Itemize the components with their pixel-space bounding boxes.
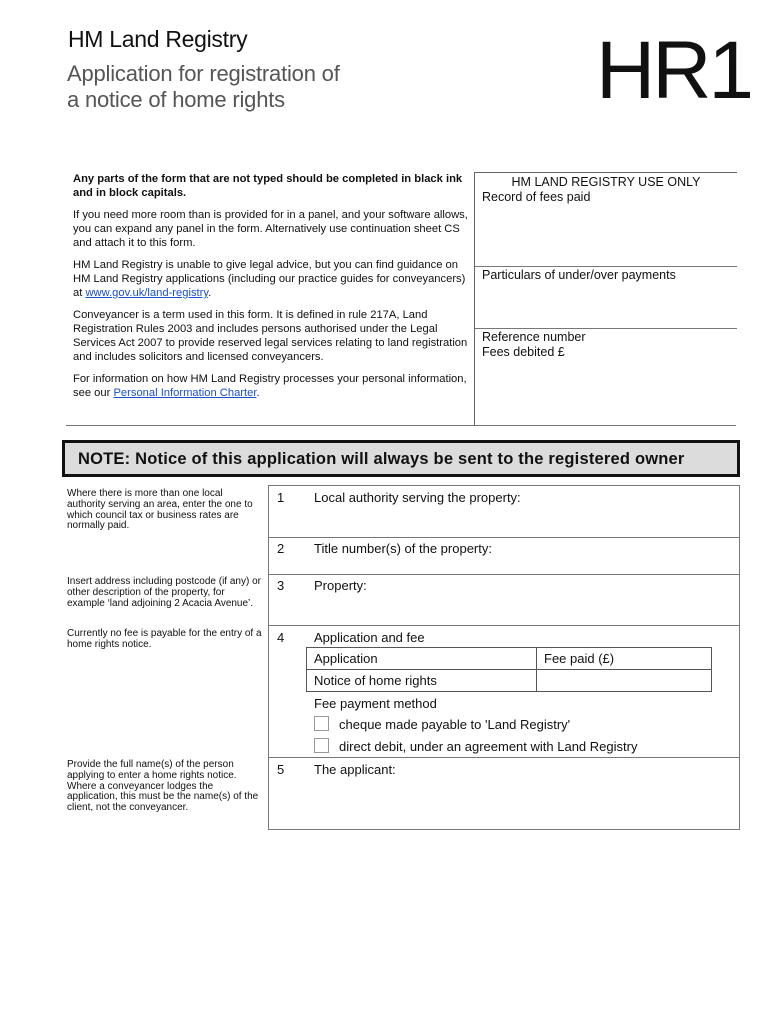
panel-1-title: Local authority serving the property: [314,490,521,505]
note-text: NOTE: Notice of this application will always be sent to the registered owner [78,450,685,468]
advice-text: HM Land Registry is unable to give legal advice, but you can find guidance on HM Land Registry applications (including our practice guides for conveyancers) at [73,259,466,299]
direct-debit-checkbox[interactable] [314,738,329,753]
direct-debit-option-label: direct debit, under an agreement with Land Registry [339,739,638,754]
form-title-line-1: Application for registration of [67,61,340,86]
instruction-conveyancer: Conveyancer is a term used in this form. It is defined in rule 217A, Land Registration Rules 2003 and includes persons authorised under the Legal Services Act 2007 to provide reserved legal services relating to land registration and includes solicitors and licensed conveyancers. [73,309,468,363]
fees-debited-label: Fees debited £ [482,345,565,359]
panel-3-divider [269,625,739,626]
fee-table [306,647,712,692]
record-of-fees-label: Record of fees paid [482,190,591,204]
fee-table-application-cell: Notice of home rights [307,670,537,692]
advice-end: . [208,287,212,299]
office-use-box [474,172,737,426]
fee-table-header-fee: Fee paid (£) [537,648,712,670]
panel-5-title: The applicant: [314,762,396,777]
panel-1-number: 1 [277,490,285,505]
cheque-checkbox[interactable] [314,716,329,731]
panel-3-number: 3 [277,578,285,593]
land-registry-link[interactable]: www.gov.uk/land-registry [85,287,209,299]
instruction-advice [73,258,470,300]
form-panels [268,485,740,830]
instruction-ink: Any parts of the form that are not typed should be completed in black ink and in block capitals. [73,173,463,199]
instructions [73,172,470,400]
side-note-fee: Currently no fee is payable for the entry of a home rights notice. [67,628,262,650]
office-use-heading: HM LAND REGISTRY USE ONLY [511,175,701,189]
panel-3-title: Property: [314,578,367,593]
instruction-privacy [73,372,470,400]
cheque-option-label: cheque made payable to 'Land Registry' [339,717,571,732]
fee-table-header-row [307,648,712,670]
side-note-local-authority: Where there is more than one local authority serving an area, enter the one to which council tax or business rates are normally paid. [67,488,253,532]
panel-4-title: Application and fee [314,630,425,645]
office-divider-2 [475,328,737,329]
panel-2-number: 2 [277,541,285,556]
fee-payment-method-label: Fee payment method [314,696,437,711]
brand-logo-text: HM Land Registry [68,26,248,52]
note-banner [62,440,740,477]
reference-number-label: Reference number [482,330,586,344]
panel-4-number: 4 [277,630,285,645]
fee-paid-input[interactable] [537,670,712,692]
privacy-text: For information on how HM Land Registry processes your personal information, see our [73,373,467,399]
panel-1-divider [269,537,739,538]
panel-5-number: 5 [277,762,285,777]
personal-information-charter-link[interactable]: Personal Information Charter [113,387,257,399]
panel-4-divider [269,757,739,758]
form-title-line-2: a notice of home rights [67,87,285,112]
panel-2-divider [269,574,739,575]
particulars-label: Particulars of under/over payments [482,268,676,282]
side-note-property: Insert address including postcode (if any) or other description of the property, for example ‘land adjoining 2 Acacia Avenue’. [67,576,261,609]
side-note-applicant: Provide the full name(s) of the person applying to enter a home rights notice. Where a conveyancer lodges the application, this must be the name(s) of the client, not the conveyancer. [67,759,259,814]
fee-table-header-application: Application [307,648,537,670]
fee-table-row [307,670,712,692]
instruction-room: If you need more room than is provided for in a panel, and your software allows, you can expand any panel in the form. Alternatively use continuation sheet CS and attach it to this form. [73,209,468,249]
panel-2-title: Title number(s) of the property: [314,541,492,556]
office-divider-1 [475,266,737,267]
privacy-end: . [256,387,260,399]
form-code: HR1 [596,25,752,116]
